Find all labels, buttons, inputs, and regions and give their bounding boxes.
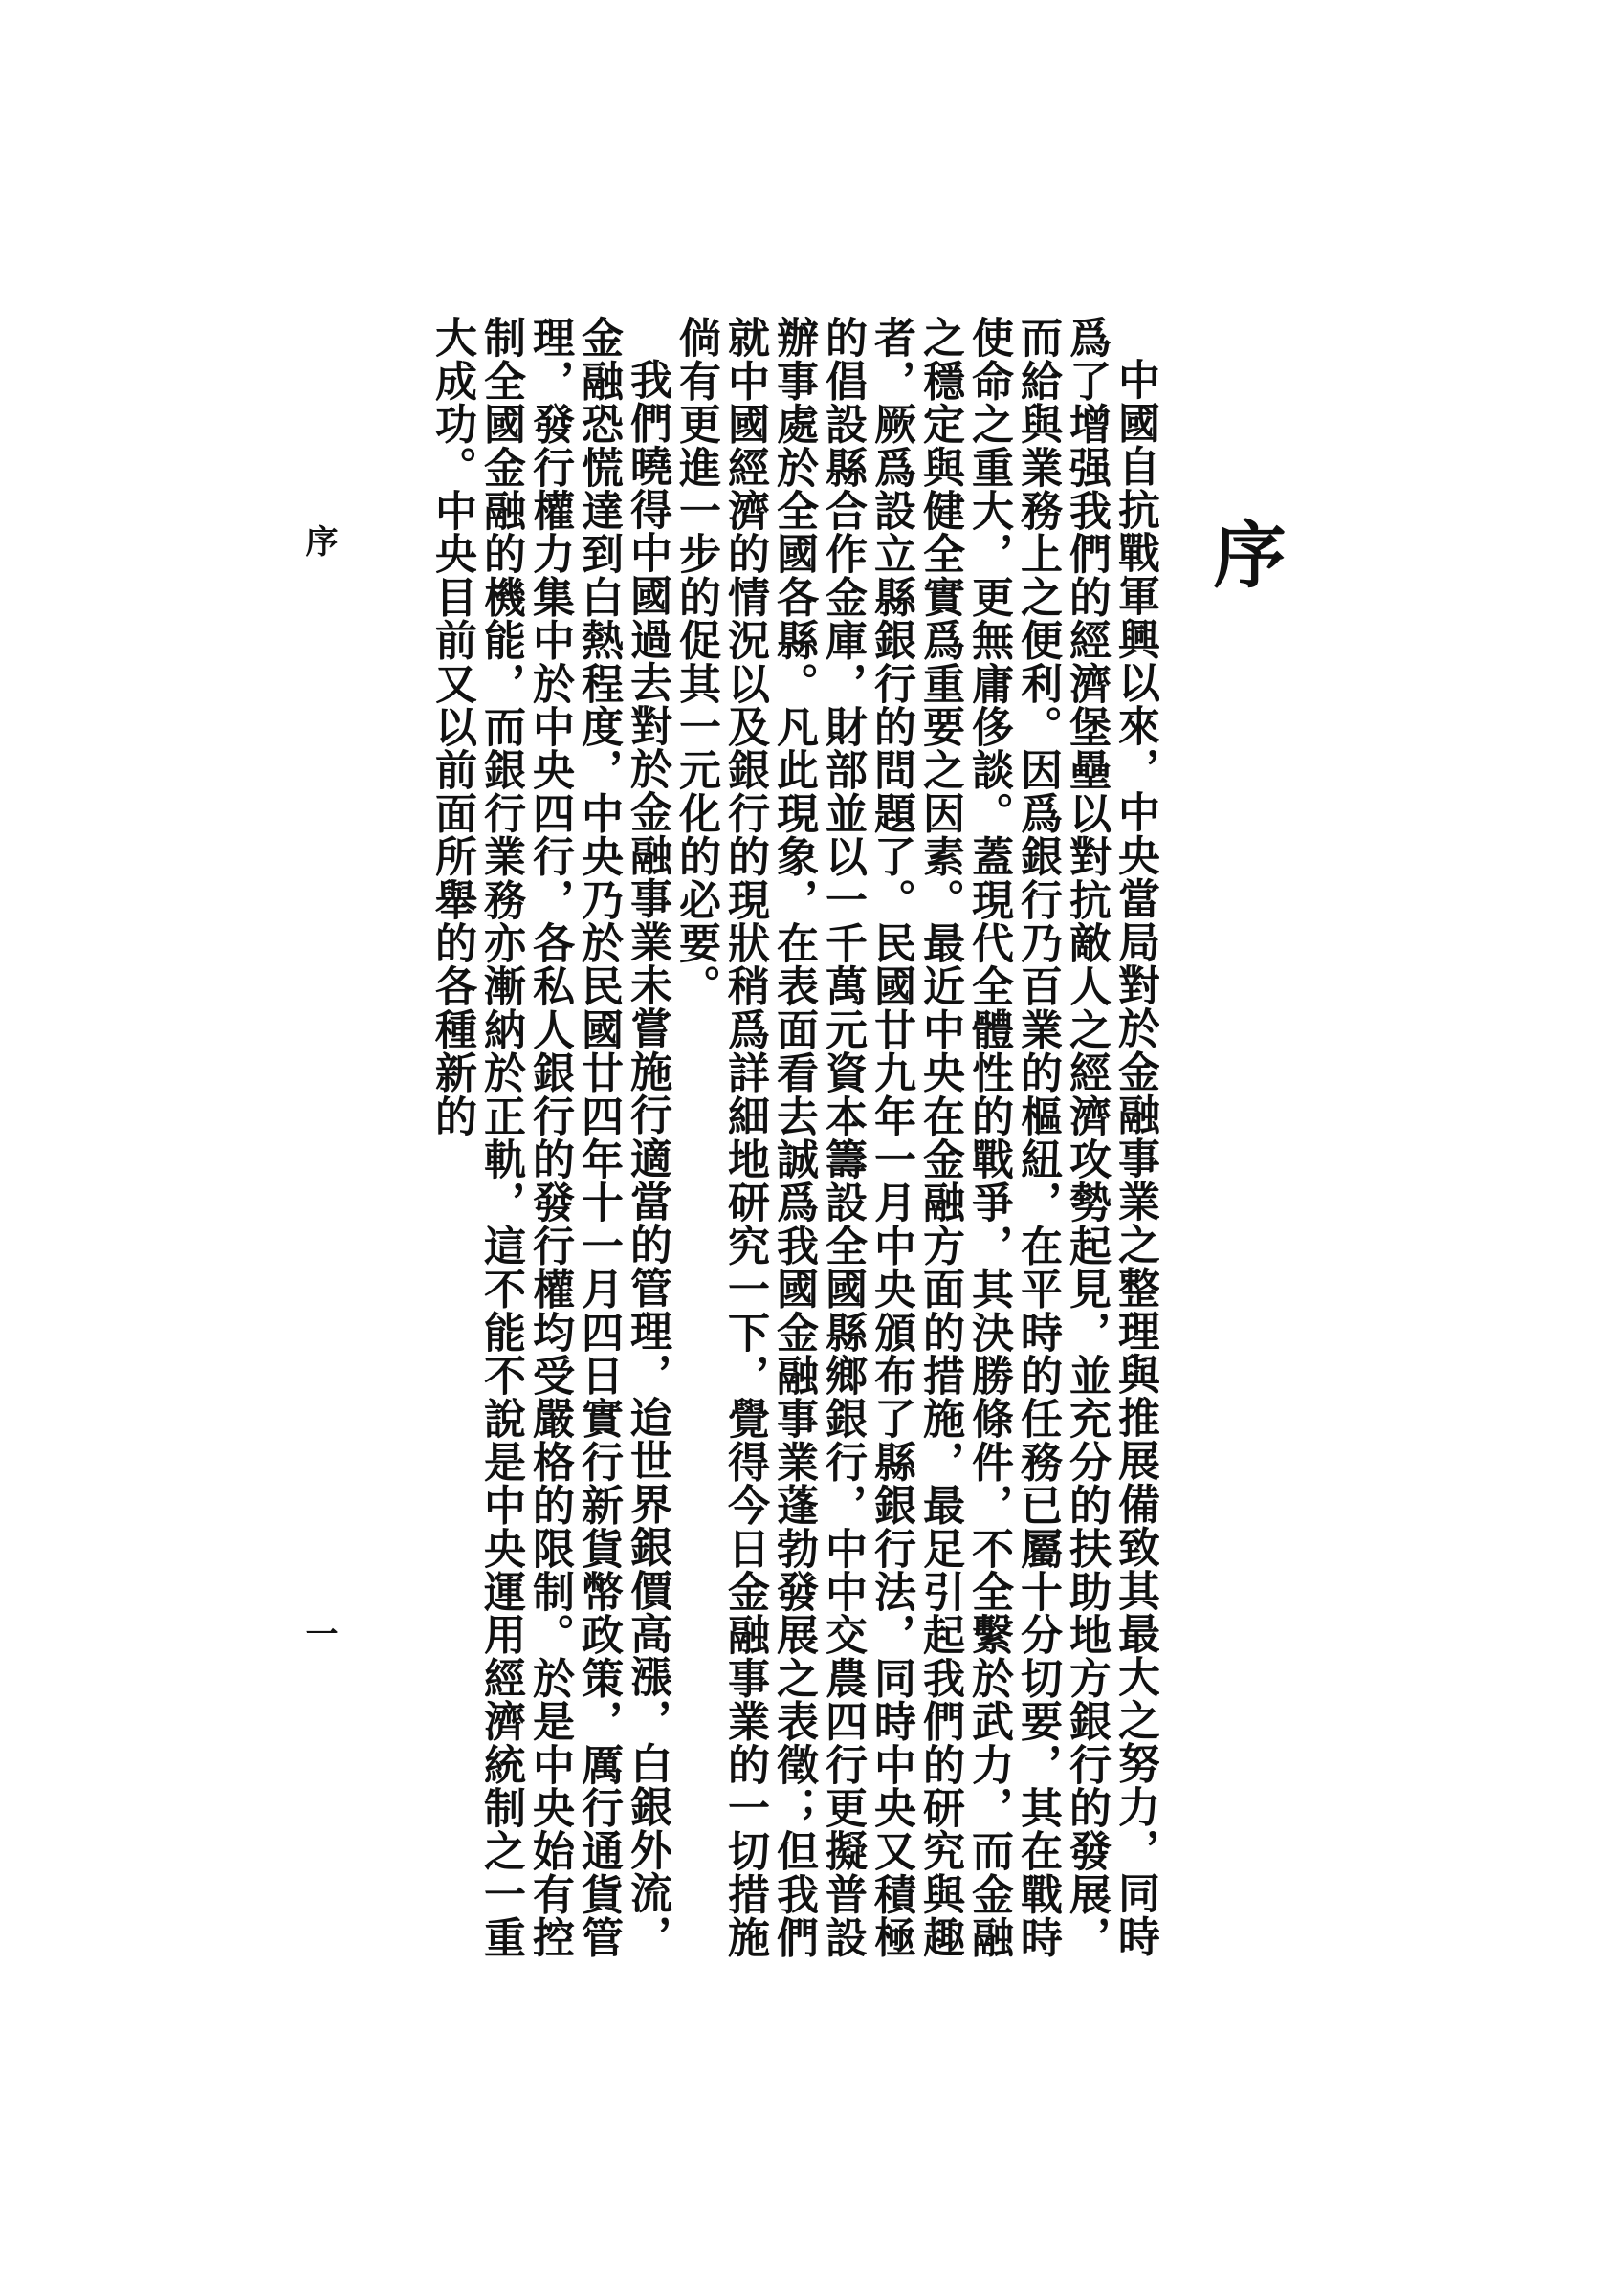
- body-text: [394, 316, 1159, 1999]
- page-number: 一: [299, 1617, 338, 1649]
- paragraph-1: 中國自抗戰軍興以來，中央當局對於金融事業之整理與推展備致其最大之努力，同時爲了增强我們的經濟堡壘以對抗敵人之經濟攻勢起見，並充分的扶助地方銀行的發展，而給與業務上之便利。因爲銀行乃百業的樞紐，在平時的任務已屬十分切要，其在戰時使命之重大，更無庸侈談。蓋現代全體性的戰爭，其決勝條件，不全繫於武力，而金融之穩定與健全實爲重要之因素。最近中央在金融方面的措施，最足引起我們的研究與趣者，厥爲設立縣銀行的問題了。民國廿九年一月中央頒布了縣銀行法，同時中央又積極的倡設縣合作金庫，財部並以一千萬元資本籌設全國縣鄉銀行，中中交農四行更擬普設辦事處於全國各縣。凡此現象，在表面看去誠爲我國金融事業蓬勃發展之表徵；但我們就中國經濟的情況以及銀行的現狀稍爲詳細地研究一下，覺得今日金融事業的一切措施倘有更進一步的促其一元化的必要。: [671, 316, 1159, 1959]
- page-title: 序: [1201, 517, 1287, 589]
- running-head: 序: [299, 524, 338, 557]
- paragraph-2: 我們曉得中國過去對於金融事業未嘗施行適當的管理，迨世界銀價高漲，白銀外流，金融恐慌達到白熱程度，中央乃於民國廿四年十一月四日實行新貨幣政策，厲行通貨管理，發行權力集中於中央四行，各私人銀行的發行權均受嚴格的限制。於是中央始有控制全國金融的機能，而銀行業務亦漸納於正軌，這不能不說是中央運用經濟統制之一重大成功。中央目前又以前面所舉的各種新的: [428, 316, 671, 1959]
